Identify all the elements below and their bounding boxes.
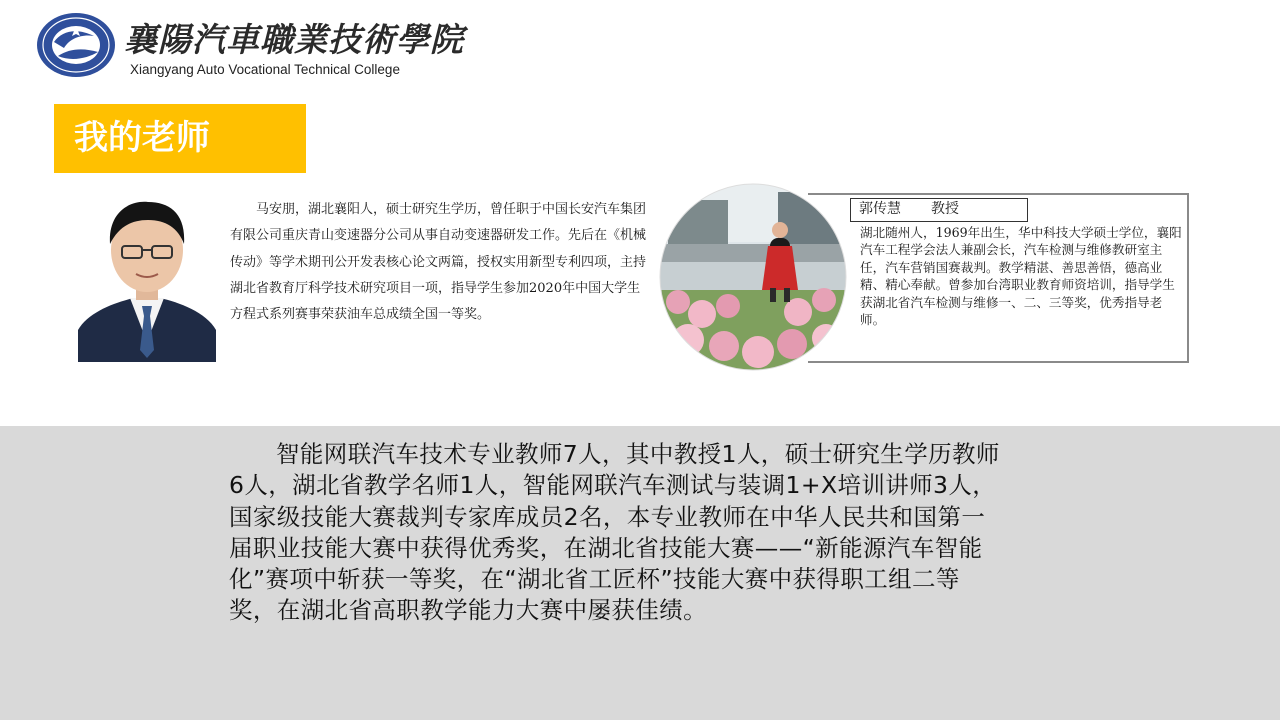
summary-text: 智能网联汽车技术专业教师7人，其中教授1人，硕士研究生学历教师6人，湖北省教学名师1人，智能网联汽车测试与装调1+X培训讲师3人，国家级技能大赛裁判专家库成员2名，本专业教师在中华人民共和国第一届职业技能大赛中获得优秀奖，在湖北省技能大赛——“新能源汽车智能化”赛项中斩获一等奖，在“湖北省工匠杯”技能大赛中获得职工组二等奖，在湖北省高职教学能力大赛中屡获佳绩。 xyxy=(229,440,1000,625)
teacher2-name-box xyxy=(850,198,1028,222)
teacher2-title: 教授 xyxy=(931,201,959,217)
teacher1-bio: 马安朋，湖北襄阳人，硕士研究生学历，曾任职于中国长安汽车集团有限公司重庆青山变速器分公司从事自动变速器研发工作。先后在《机械传动》等学术期刊公开发表核心论文两篇，授权实用新型专利四项，主持湖北省教育厅科学技术研究项目一项，指导学生参加2020年中国大学生方程式系列赛事荣获油车总成绩全国一等奖。 xyxy=(230,202,647,323)
teacher-portrait-photo xyxy=(78,192,216,362)
teacher2-bio: 湖北随州人，1969年出生，华中科技大学硕士学位，襄阳汽车工程学会法人兼副会长，汽车检测与维修教研室主任，汽车营销国赛裁判。教学精湛、善思善悟，德高业精、精心奉献。曾参加台湾职业教育师资培训，指导学生获湖北省汽车检测与维修一、二、三等奖，优秀指导老师。 xyxy=(860,225,1182,328)
college-emblem-icon xyxy=(36,12,116,78)
section-title: 我的老师 xyxy=(54,104,306,173)
college-name-cn: 襄陽汽車職業技術學院 xyxy=(124,20,464,59)
college-name-en: Xiangyang Auto Vocational Technical College xyxy=(130,62,400,77)
teacher2-name: 郭传慧 xyxy=(859,201,901,217)
